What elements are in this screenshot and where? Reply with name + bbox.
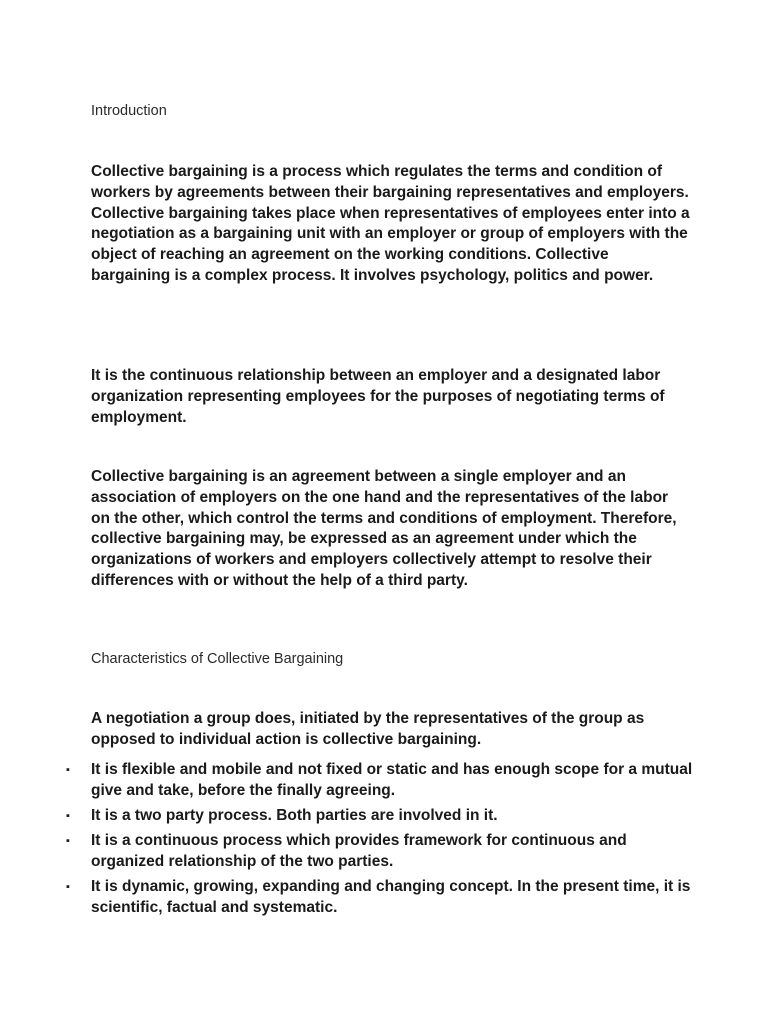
square-bullet-icon: ▪: [66, 810, 70, 823]
intro-paragraph-2: It is the continuous relationship between an employer and a designated labor organization representing employees for the purposes of negotiating terms of employment.: [91, 367, 665, 426]
bullet-text: It is a continuous process which provides framework for continuous and organized relationship of the two parties.: [91, 832, 627, 871]
square-bullet-icon: ▪: [66, 835, 70, 848]
bullet-item: [66, 806, 696, 827]
bullet-text: It is flexible and mobile and not fixed or static and has enough scope for a mutual give and take, before the finally agreeing.: [91, 761, 693, 799]
bullet-text: It is a two party process. Both parties are involved in it.: [91, 807, 498, 825]
intro-paragraph-3: Collective bargaining is an agreement between a single employer and an association of employers on the one hand and the representatives of the labor on the other, which control the terms and conditions of employment. Therefore, collective bargaining may, be expressed as an agreement under which the organizations of workers and employers collectively attempt to resolve their differences with or without the help of a third party.: [91, 468, 677, 589]
bullet-item: [66, 877, 696, 919]
bullet-item: [66, 760, 696, 802]
bullet-text: It is dynamic, growing, expanding and changing concept. In the present time, it is scientific, factual and systematic.: [91, 878, 691, 917]
characteristics-intro-paragraph: A negotiation a group does, initiated by the representatives of the group as opposed to individual action is collective bargaining.: [91, 710, 645, 748]
intro-paragraph-1: Collective bargaining is a process which regulates the terms and condition of workers by agreements between their bargaining representatives and employers. Collective bargaining takes place when representatives of employees enter into a negotiation as a bargaining unit with an employer or group of employers with the object of reaching an agreement on the working conditions. Collective bargaining is a complex process. It involves psychology, politics and power.: [91, 163, 690, 284]
square-bullet-icon: ▪: [66, 881, 70, 894]
introduction-heading: Introduction: [91, 103, 167, 119]
bullet-item: [66, 831, 696, 873]
square-bullet-icon: ▪: [66, 764, 70, 776]
characteristics-bullet-list: [66, 760, 696, 924]
characteristics-heading: Characteristics of Collective Bargaining: [91, 651, 344, 667]
